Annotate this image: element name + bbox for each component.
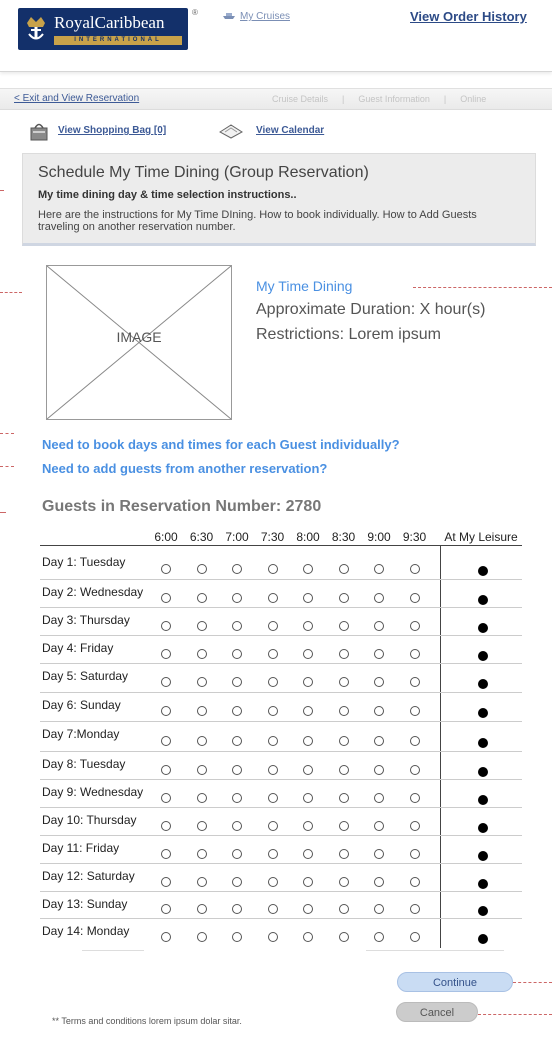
crumb-online: Online	[460, 94, 487, 104]
day-label: Day 4: Friday	[42, 641, 114, 655]
instructions-subtitle: My time dining day & time selection instructions..	[38, 189, 297, 201]
view-order-history-link[interactable]: View Order History	[410, 9, 527, 24]
table-bottom-rule	[366, 950, 504, 951]
time-slot-radio[interactable]	[303, 564, 313, 574]
day-label: Day 3: Thursday	[42, 613, 130, 627]
table-bottom-rule	[82, 950, 144, 951]
day-label: Day 1: Tuesday	[42, 555, 126, 569]
add-guests-link[interactable]: Need to add guests from another reservation?	[42, 461, 328, 476]
time-slot-radio[interactable]	[339, 821, 349, 831]
time-slot-radio[interactable]	[339, 904, 349, 914]
book-individually-link[interactable]: Need to book days and times for each Guest individually?	[42, 437, 400, 452]
time-slot-radio[interactable]	[161, 821, 171, 831]
time-slot-radio[interactable]	[303, 793, 313, 803]
time-slot-radio[interactable]	[374, 677, 384, 687]
leisure-column-header: At My Leisure	[444, 530, 518, 544]
time-slot-radio[interactable]	[303, 904, 313, 914]
leisure-radio[interactable]	[478, 795, 488, 805]
time-slot-radio[interactable]	[410, 849, 420, 859]
time-slot-radio[interactable]	[374, 849, 384, 859]
time-slot-radio[interactable]	[374, 877, 384, 887]
time-slot-radio[interactable]	[232, 621, 242, 631]
time-slot-radio[interactable]	[197, 677, 207, 687]
time-column-header: 7:30	[260, 530, 285, 544]
table-row	[40, 809, 522, 836]
table-row	[40, 920, 522, 948]
site-header	[0, 0, 552, 72]
time-slot-radio[interactable]	[197, 621, 207, 631]
time-slot-radio[interactable]	[268, 932, 278, 942]
crumb-cruise-details: Cruise Details	[272, 94, 329, 104]
time-slot-radio[interactable]	[197, 765, 207, 775]
time-slot-radio[interactable]	[232, 877, 242, 887]
leisure-radio[interactable]	[478, 566, 488, 576]
time-slot-radio[interactable]	[268, 564, 278, 574]
time-slot-radio[interactable]	[303, 765, 313, 775]
time-slot-radio[interactable]	[410, 564, 420, 574]
time-slot-radio[interactable]	[161, 904, 171, 914]
table-row	[40, 551, 522, 580]
image-placeholder-label: IMAGE	[116, 329, 162, 345]
progress-nav	[0, 88, 552, 110]
time-slot-radio[interactable]	[197, 849, 207, 859]
time-column-header: 9:00	[367, 530, 391, 544]
day-label: Day 2: Wednesday	[42, 585, 144, 599]
annotation-marker	[0, 190, 4, 191]
time-slot-radio[interactable]	[410, 649, 420, 659]
time-slot-radio[interactable]	[232, 649, 242, 659]
crumb-separator: |	[342, 94, 345, 104]
time-slot-radio[interactable]	[410, 593, 420, 603]
time-slot-radio[interactable]	[197, 706, 207, 716]
annotation-marker	[513, 982, 552, 983]
time-slot-radio[interactable]	[374, 793, 384, 803]
time-column-header: 7:00	[225, 530, 249, 544]
table-row	[40, 893, 522, 919]
time-slot-radio[interactable]	[339, 765, 349, 775]
dining-restrictions: Restrictions: Lorem ipsum	[256, 326, 441, 343]
crumb-guest-information: Guest Information	[358, 94, 430, 104]
time-slot-radio[interactable]	[161, 932, 171, 942]
crumb-separator: |	[443, 94, 447, 104]
time-slot-radio[interactable]	[339, 736, 349, 746]
time-slot-radio[interactable]	[161, 564, 171, 574]
day-label: Day 8: Tuesday	[42, 757, 126, 771]
time-slot-radio[interactable]	[232, 765, 242, 775]
time-slot-radio[interactable]	[374, 564, 384, 574]
time-slot-radio[interactable]	[161, 793, 171, 803]
time-slot-radio[interactable]	[303, 849, 313, 859]
time-slot-radio[interactable]	[268, 706, 278, 716]
time-slot-radio[interactable]	[410, 706, 420, 716]
annotation-marker	[478, 1014, 552, 1015]
shopping-bag-icon[interactable]	[28, 120, 50, 142]
time-slot-radio[interactable]	[197, 736, 207, 746]
table-row	[40, 781, 522, 808]
table-row	[40, 665, 522, 693]
time-column-header: 9:30	[402, 530, 427, 544]
time-slot-radio[interactable]	[232, 677, 242, 687]
calendar-icon[interactable]	[218, 122, 244, 140]
time-slot-radio[interactable]	[303, 877, 313, 887]
time-slot-radio[interactable]	[197, 649, 207, 659]
time-slot-radio[interactable]	[339, 564, 349, 574]
time-slot-radio[interactable]	[339, 593, 349, 603]
time-slot-radio[interactable]	[161, 621, 171, 631]
ship-icon	[222, 11, 236, 20]
time-slot-radio[interactable]	[161, 877, 171, 887]
time-slot-radio[interactable]	[268, 649, 278, 659]
time-slot-radio[interactable]	[161, 649, 171, 659]
my-cruises-link[interactable]	[222, 11, 290, 22]
time-slot-radio[interactable]	[268, 621, 278, 631]
time-slot-radio[interactable]	[339, 793, 349, 803]
time-slot-radio[interactable]	[303, 593, 313, 603]
dining-title: My Time Dining	[256, 278, 353, 294]
time-slot-radio[interactable]	[232, 904, 242, 914]
time-slot-radio[interactable]	[268, 677, 278, 687]
time-slot-radio[interactable]	[303, 706, 313, 716]
time-slot-radio[interactable]	[374, 932, 384, 942]
time-slot-radio[interactable]	[197, 877, 207, 887]
instructions-body: Here are the instructions for My Time DIning. How to book individually. How to Add Guests traveling on another reservation number.	[38, 209, 477, 233]
table-row	[40, 865, 522, 892]
day-label: Day 7:Monday	[42, 727, 120, 741]
time-slot-radio[interactable]	[303, 649, 313, 659]
time-slot-radio[interactable]	[374, 593, 384, 603]
table-row	[40, 753, 522, 780]
annotation-marker	[0, 433, 14, 434]
time-slot-radio[interactable]	[268, 877, 278, 887]
day-label: Day 10: Thursday	[42, 813, 137, 827]
dining-duration: Approximate Duration: X hour(s)	[256, 301, 486, 318]
instructions-panel	[22, 153, 536, 246]
terms-note: ** Terms and conditions lorem ipsum dolar sitar.	[52, 1016, 242, 1026]
time-slot-radio[interactable]	[410, 932, 420, 942]
time-slot-radio[interactable]	[410, 621, 420, 631]
cancel-button[interactable]: Cancel	[396, 1002, 478, 1022]
time-slot-radio[interactable]	[410, 821, 420, 831]
annotation-marker	[413, 287, 552, 288]
leisure-radio[interactable]	[478, 738, 488, 748]
time-slot-radio[interactable]	[268, 793, 278, 803]
time-slot-radio[interactable]	[161, 765, 171, 775]
leisure-radio[interactable]	[478, 851, 488, 861]
day-label: Day 12: Saturday	[42, 869, 135, 883]
time-column-header: 8:00	[296, 530, 320, 544]
table-row	[40, 637, 522, 664]
time-slot-radio[interactable]	[197, 793, 207, 803]
table-row	[40, 837, 522, 864]
time-slot-radio[interactable]	[197, 932, 207, 942]
time-slot-radio[interactable]	[232, 793, 242, 803]
schedule-header-row	[40, 528, 522, 546]
time-column-header: 6:00	[154, 530, 178, 544]
time-slot-radio[interactable]	[339, 677, 349, 687]
time-slot-radio[interactable]	[374, 904, 384, 914]
crown-anchor-icon	[24, 14, 48, 44]
time-slot-radio[interactable]	[374, 706, 384, 716]
table-row	[40, 581, 522, 608]
leisure-radio[interactable]	[478, 879, 488, 889]
time-slot-radio[interactable]	[339, 877, 349, 887]
time-slot-radio[interactable]	[161, 849, 171, 859]
view-calendar-link[interactable]: View Calendar	[256, 125, 325, 136]
time-slot-radio[interactable]	[410, 736, 420, 746]
leisure-radio[interactable]	[478, 934, 488, 944]
time-slot-radio[interactable]	[268, 765, 278, 775]
breadcrumb	[272, 94, 486, 104]
time-slot-radio[interactable]	[303, 677, 313, 687]
time-slot-radio[interactable]	[410, 877, 420, 887]
time-slot-radio[interactable]	[374, 621, 384, 631]
time-slot-radio[interactable]	[303, 621, 313, 631]
time-slot-radio[interactable]	[303, 821, 313, 831]
time-slot-radio[interactable]	[232, 932, 242, 942]
time-slot-radio[interactable]	[161, 677, 171, 687]
leisure-radio[interactable]	[478, 651, 488, 661]
leisure-radio[interactable]	[478, 623, 488, 633]
time-slot-radio[interactable]	[268, 593, 278, 603]
time-slot-radio[interactable]	[268, 736, 278, 746]
time-slot-radio[interactable]	[197, 564, 207, 574]
time-slot-radio[interactable]	[339, 706, 349, 716]
time-slot-radio[interactable]	[339, 932, 349, 942]
time-slot-radio[interactable]	[410, 677, 420, 687]
continue-button[interactable]: Continue	[397, 972, 513, 992]
time-slot-radio[interactable]	[339, 849, 349, 859]
time-slot-radio[interactable]	[232, 736, 242, 746]
time-slot-radio[interactable]	[410, 765, 420, 775]
day-label: Day 11: Friday	[42, 841, 120, 855]
time-slot-radio[interactable]	[339, 621, 349, 631]
time-slot-radio[interactable]	[268, 849, 278, 859]
time-slot-radio[interactable]	[410, 793, 420, 803]
table-row	[40, 694, 522, 722]
leisure-radio[interactable]	[478, 679, 488, 689]
time-slot-radio[interactable]	[374, 649, 384, 659]
brand-name: RoyalCaribbean	[54, 13, 165, 32]
time-slot-radio[interactable]	[161, 736, 171, 746]
leisure-radio[interactable]	[478, 767, 488, 777]
time-slot-radio[interactable]	[197, 904, 207, 914]
time-slot-radio[interactable]	[232, 706, 242, 716]
day-label: Day 14: Monday	[42, 924, 130, 938]
time-slot-radio[interactable]	[268, 821, 278, 831]
day-label: Day 9: Wednesday	[42, 785, 144, 799]
time-slot-radio[interactable]	[161, 706, 171, 716]
my-cruises-label: My Cruises	[240, 11, 291, 22]
annotation-marker	[0, 466, 14, 467]
time-column-header: 8:30	[331, 530, 356, 544]
leisure-radio[interactable]	[478, 906, 488, 916]
time-slot-radio[interactable]	[374, 821, 384, 831]
brand-subtitle: INTERNATIONAL	[54, 36, 182, 45]
time-slot-radio[interactable]	[161, 593, 171, 603]
time-slot-radio[interactable]	[374, 736, 384, 746]
time-slot-radio[interactable]	[303, 932, 313, 942]
leisure-radio[interactable]	[478, 823, 488, 833]
dining-image-placeholder	[46, 265, 232, 420]
time-column-header: 6:30	[189, 530, 214, 544]
view-shopping-bag-link[interactable]: View Shopping Bag [0]	[58, 125, 167, 136]
table-row	[40, 723, 522, 752]
day-label: Day 13: Sunday	[42, 897, 128, 911]
leisure-radio[interactable]	[478, 708, 488, 718]
time-slot-radio[interactable]	[374, 765, 384, 775]
annotation-marker	[0, 292, 22, 293]
time-slot-radio[interactable]	[268, 904, 278, 914]
leisure-radio[interactable]	[478, 595, 488, 605]
time-slot-radio[interactable]	[303, 736, 313, 746]
time-slot-radio[interactable]	[339, 649, 349, 659]
registered-mark: ®	[192, 8, 198, 17]
time-slot-radio[interactable]	[232, 593, 242, 603]
shopping-links	[28, 120, 528, 144]
time-slot-radio[interactable]	[232, 849, 242, 859]
royal-caribbean-logo[interactable]	[18, 8, 188, 50]
time-slot-radio[interactable]	[232, 821, 242, 831]
day-label: Day 5: Saturday	[42, 669, 129, 683]
table-row	[40, 609, 522, 636]
guests-heading: Guests in Reservation Number: 2780	[42, 498, 322, 515]
page-title: Schedule My Time Dining (Group Reservation)	[38, 164, 369, 181]
exit-reservation-link[interactable]: < Exit and View Reservation	[14, 93, 140, 104]
annotation-marker	[0, 512, 6, 513]
day-label: Day 6: Sunday	[42, 698, 121, 712]
time-slot-radio[interactable]	[197, 821, 207, 831]
time-slot-radio[interactable]	[232, 564, 242, 574]
time-slot-radio[interactable]	[197, 593, 207, 603]
time-slot-radio[interactable]	[410, 904, 420, 914]
